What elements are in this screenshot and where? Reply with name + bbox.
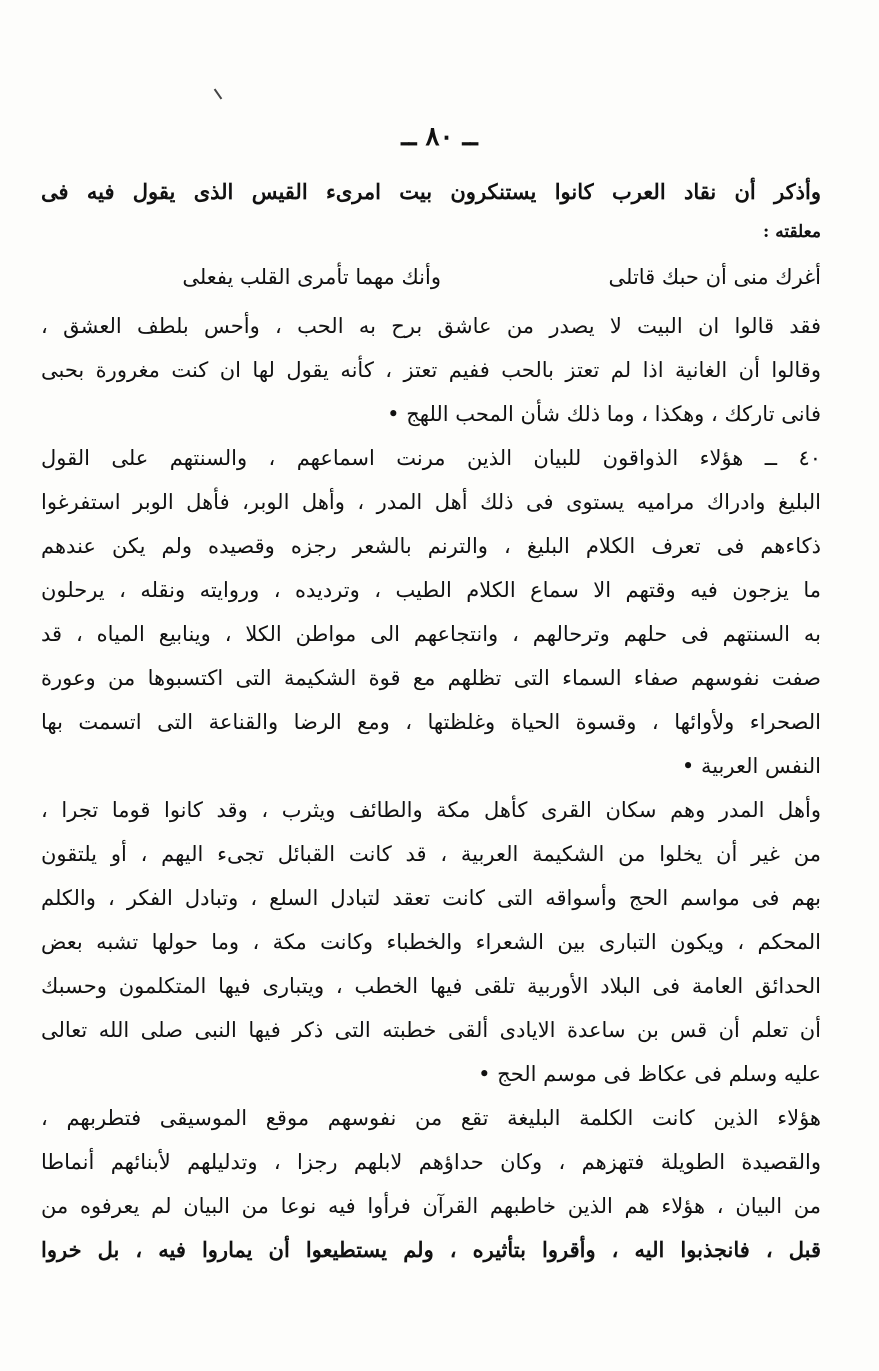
text-line: وقالوا أن الغانية اذا لم تعتز بالحب ففيم تعتز ، كأنه يقول لها ان كنت مغرورة بحبى bbox=[41, 358, 821, 382]
text-line: فقد قالوا ان البيت لا يصدر من عاشق برح به الحب ، وأحس بلطف العشق ، bbox=[41, 314, 821, 338]
verse-first-hemistich: أغرك منى أن حبك قاتلى bbox=[608, 265, 821, 289]
scan-mark bbox=[214, 89, 223, 100]
text-line: البليغ وادراك مراميه يستوى فى ذلك أهل المدر ، وأهل الوبر، فأهل الوبر استفرغوا bbox=[41, 490, 821, 514]
text-line: معلقته : bbox=[763, 222, 821, 242]
text-line: وأهل المدر وهم سكان القرى كأهل مكة والطائف ويثرب ، وقد كانوا قوما تجرا ، bbox=[41, 798, 821, 822]
page-body bbox=[41, 170, 821, 1272]
text-line: ذكاءهم فى تعرف الكلام البليغ ، والترنم بالشعر رجزه وقصيده ولم يكن عندهم bbox=[41, 534, 821, 558]
text-line: المحكم ، ويكون التبارى بين الشعراء والخطباء وكانت مكة ، وما حولها تشبه بعض bbox=[41, 930, 821, 954]
text-line: أن تعلم أن قس بن ساعدة الايادى ألقى خطبته التى ذكر فيها النبى صلى الله تعالى bbox=[41, 1018, 821, 1042]
text-line: فانى تاركك ، وهكذا ، وما ذلك شأن المحب اللهج • bbox=[387, 402, 821, 426]
poetry-verse bbox=[41, 250, 821, 304]
text-line: ٤٠ ــ هؤلاء الذواقون للبيان الذين مرنت اسماعهم ، والسنتهم على القول bbox=[41, 446, 821, 470]
text-line: والقصيدة الطويلة فتهزهم ، وكان حداؤهم لابلهم رجزا ، وتدليلهم لأبنائهم أنماطا bbox=[41, 1150, 821, 1174]
text-line: النفس العربية • bbox=[681, 754, 821, 778]
verse-second-hemistich: وأنك مهما تأمرى القلب يفعلى bbox=[182, 265, 441, 289]
text-line: الحدائق العامة فى البلاد الأوربية تلقى فيها الخطب ، ويتبارى فيها المتكلمون وحسبك bbox=[41, 974, 821, 998]
text-line: ما يزجون فيه وقتهم الا سماع الكلام الطيب ، وترديده ، وروايته ونقله ، يرحلون bbox=[41, 578, 821, 602]
text-line: صفت نفوسهم صفاء السماء التى تظلهم مع قوة الشكيمة التى اكتسبوها من وعورة bbox=[41, 666, 821, 690]
text-line: قبل ، فانجذبوا اليه ، وأقروا بتأثيره ، ولم يستطيعوا أن يماروا فيه ، بل خروا bbox=[41, 1237, 821, 1262]
text-line: به السنتهم فى حلهم وترحالهم ، وانتجاعهم الى مواطن الكلا ، وينابيع المياه ، قد bbox=[41, 622, 821, 646]
text-line: الصحراء ولأوائها ، وقسوة الحياة وغلظتها ، ومع الرضا والقناعة التى اتسمت بها bbox=[41, 710, 821, 734]
text-line: عليه وسلم فى عكاظ فى موسم الحج • bbox=[478, 1062, 821, 1086]
text-line: هؤلاء الذين كانت الكلمة البليغة تقع من نفوسهم موقع الموسيقى فتطربهم ، bbox=[41, 1106, 821, 1130]
text-line: وأذكر أن نقاد العرب كانوا يستنكرون بيت امرىء القيس الذى يقول فيه فى bbox=[41, 179, 821, 204]
text-line: بهم فى مواسم الحج وأسواقه التى كانت تعقد لتبادل السلع ، وتبادل الفكر ، والكلم bbox=[41, 886, 821, 910]
text-line: من غير أن يخلوا من الشكيمة العربية ، قد كانت القبائل تجىء اليهم ، أو يلتقون bbox=[41, 842, 821, 866]
page-number: ــ ٨٠ ــ bbox=[401, 122, 478, 152]
text-line: من البيان ، هؤلاء هم الذين خاطبهم القرآن فرأوا فيه نوعا من البيان لم يعرفوه من bbox=[41, 1194, 821, 1218]
